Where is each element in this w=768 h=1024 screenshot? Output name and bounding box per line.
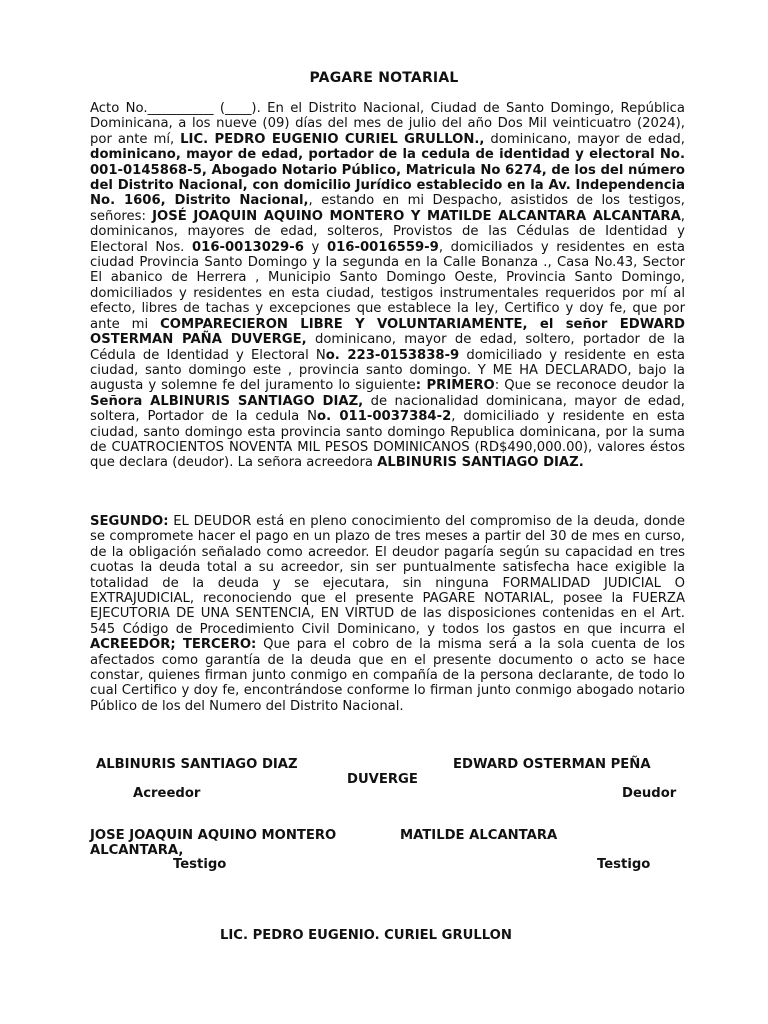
paragraph2-run: EL DEUDOR está en pleno conocimiento del compromiso de la deuda, donde se compromete hacer el pago en un plazo de tres meses a partir del 30 de mes en curso, de la obligación señalado como acreedor. El deudor pagaría según su capacidad en tres cuotas la deuda total a su acreedor, sin ser puntualmente satisfecha hace exigible la totalidad de la deuda y se ejecutara, sin ninguna FORMALIDAD JUDICIAL O EXTRAJUDICIAL, reconociendo que el presente PAGARE NOTARIAL, posee la FUERZA EJECUTORIA DE UNA SENTENCIA, EN VIRTUD de las disposiciones contenidas en el Art. 545 Código de Procedimiento Civil Dominicano, y todos los gastos en que incurra el [90,514,685,637]
paragraph2-run: SEGUNDO: [90,514,169,529]
paragraph1-run: LIC. PEDRO EUGENIO CURIEL GRULLON., [180,131,485,147]
paragraph1-run: , dominicanos, mayores de edad, solteros, Provistos de las Cédulas de Identidad y Electoral Nos. [90,208,685,255]
witness2-name: MATILDE ALCANTARA [400,828,558,843]
paragraph1-run: ALBINURIS SANTIAGO DIAZ. [377,455,584,471]
debtor-name-line1: EDWARD OSTERMAN PEÑA [453,757,651,772]
witness2-role: Testigo [597,857,651,872]
paragraph1-run: 016-0013029-6 [192,239,304,255]
document-title: PAGARE NOTARIAL [309,70,459,86]
paragraph1-run: de nacionalidad dominicana, mayor de edad, soltera, Portador de la cedula N [90,393,685,425]
paragraph1-run: COMPARECIERON LIBRE Y VOLUNTARIAMENTE, el señor EDWARD OSTERMAN PAÑA DUVERGE, [90,316,685,348]
paragraph2-run: ACREEDOR; TERCERO: [90,637,257,653]
paragraph1-run: domiciliado y residente en esta ciudad, santo domingo este , provincia santo domingo. Y ME HA DECLARADO, bajo la augusta y solemne fe del juramento lo siguiente [90,347,685,394]
paragraph1-run: JOSÉ JOAQUIN AQUINO MONTERO Y MATILDE ALCANTARA ALCANTARA [152,208,681,224]
paragraph1-run: Señora ALBINURIS SANTIAGO DIAZ, [90,393,364,409]
paragraph1-run: : PRIMERO [415,378,495,394]
paragraph-first [90,101,685,471]
creditor-role: Acreedor [133,786,201,801]
witness1-name-line2: ALCANTARA, [90,843,184,858]
paragraph1-run: , domiciliado y residente en esta ciudad, santo domingo esta provincia santo domingo Republica dominicana, por la suma de CUATROCIENTOS NOVENTA MIL PESOS DOMINICANOS (RD$490,000.00), valores éstos que declara (deudor). La señora acreedora [90,409,685,471]
paragraph2-run: Que para el cobro de la misma será a la sola cuenta de los afectados como garantía de la deuda que en el presente documento o acto se hace constar, quienes firman junto conmigo en compañía de la persona declarante, de todo lo cual Certifico y doy fe, encontrándose conforme lo firman junto conmigo abogado notario Público de los del Numero del Distrito Nacional. [90,637,685,714]
paragraph1-run: , domiciliados y residentes en esta ciudad Provincia Santo Domingo y la segunda en la Calle Bonanza ., Casa No.43, Sector El abanico de Herrera , Municipio Santo Domingo Oeste, Provincia Santo Domingo, domiciliados y residentes en esta ciudad, testigos instrumentales requeridos por mí al efecto, libres de tachas y excepciones que establece la ley, Certifico y doy fe, que por ante mi [90,239,685,332]
paragraph1-run: dominicano, mayor de edad, portador de la cedula de identidad y electoral No. 001-0145868-5, Abogado Notario Público, Matricula No 6274, de los del número del Distrito Nacional, con domicilio Jurídico establecido en la Av. Independencia No. 1606, Distrito Nacional, [90,147,685,209]
notary-name: LIC. PEDRO EUGENIO. CURIEL GRULLON [220,928,512,943]
paragraph1-run: y [303,239,327,255]
paragraph1-run: dominicano, mayor de edad, [484,131,685,147]
paragraph1-run: 016-0016559-9 [326,239,439,255]
debtor-name-line2: DUVERGE [347,772,418,787]
creditor-name: ALBINURIS SANTIAGO DIAZ [96,757,298,772]
paragraph-second [90,514,685,714]
debtor-role: Deudor [622,786,677,801]
paragraph1-run: , estando en mi Despacho, asistidos de los testigos, señores: [90,193,685,224]
paragraph1-run: o. 011-0037384-2 [317,409,452,425]
witness1-name-line1: JOSE JOAQUIN AQUINO MONTERO [90,828,337,843]
witness1-role: Testigo [173,857,227,872]
paragraph1-run: : Que se reconoce deudor la [494,378,686,394]
paragraph1-run: dominicano, mayor de edad, soltero, portador de la Cédula de Identidad y Electoral N [90,332,685,363]
paragraph1-run: o. 223-0153838-9 [325,347,460,363]
paragraph1-run: Acto No.__________ (____). En el Distrito Nacional, Ciudad de Santo Domingo, República Dominicana, a los nueve (09) días del mes de julio del año Dos Mil veinticuatro (2024), por ante mí, [90,101,685,147]
